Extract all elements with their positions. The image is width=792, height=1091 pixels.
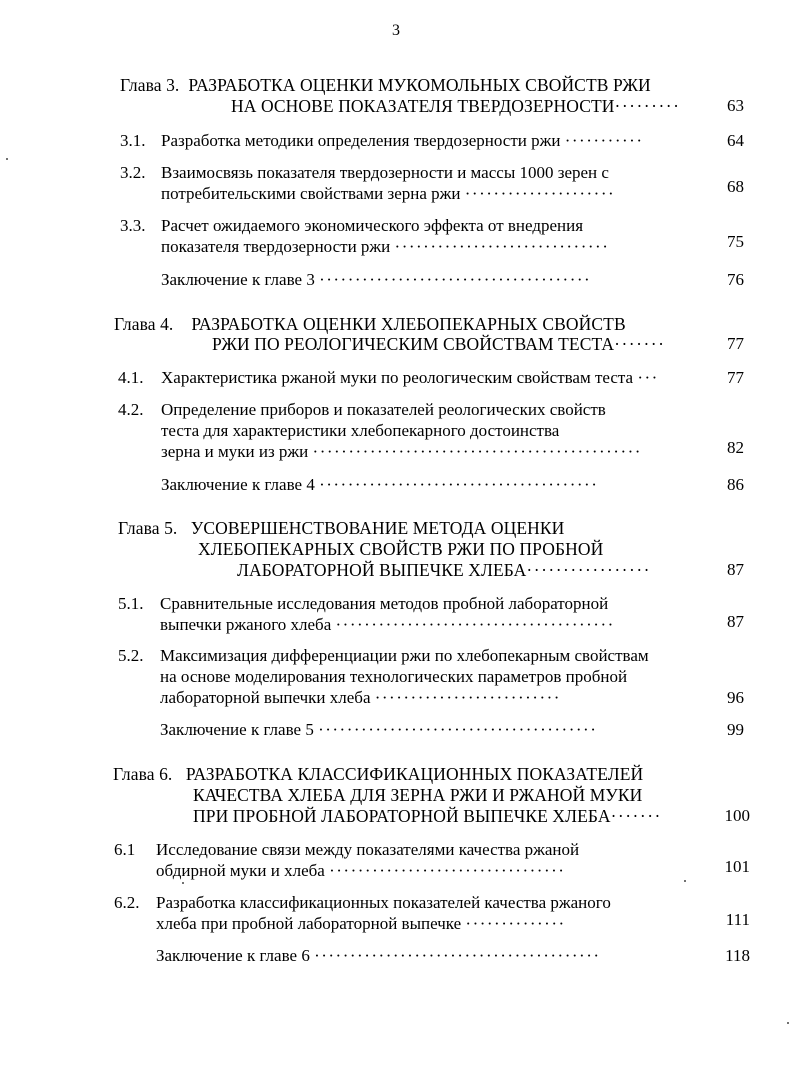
scan-speck bbox=[684, 880, 686, 882]
leader-dots: ·············································· bbox=[312, 442, 642, 461]
section-entry-cont bbox=[161, 442, 642, 462]
section-entry-cont bbox=[161, 237, 609, 257]
section-number: 3.3. bbox=[120, 216, 146, 235]
section-entry-cont bbox=[156, 914, 566, 934]
leader-dots: ······································· bbox=[319, 475, 599, 494]
section-entry-cont bbox=[161, 421, 559, 441]
leader-dots: ·························· bbox=[374, 688, 561, 707]
chapter-6-title-cont bbox=[193, 806, 662, 826]
section-entry-cont bbox=[161, 184, 615, 204]
chapter-title: НА ОСНОВЕ ПОКАЗАТЕЛЯ ТВЕРДОЗЕРНОСТИ bbox=[231, 96, 615, 116]
chapter-title: РЖИ ПО РЕОЛОГИЧЕСКИМ СВОЙСТВАМ ТЕСТА bbox=[212, 334, 615, 354]
page-ref: 68 bbox=[727, 177, 744, 196]
section-entry[interactable] bbox=[161, 131, 644, 151]
chapter-title: РАЗРАБОТКА ОЦЕНКИ МУКОМОЛЬНЫХ СВОЙСТВ РЖИ bbox=[188, 75, 651, 95]
section-title: зерна и муки из ржи bbox=[161, 442, 309, 461]
chapter-title: ПРИ ПРОБНОЙ ЛАБОРАТОРНОЙ ВЫПЕЧКЕ ХЛЕБА bbox=[193, 806, 611, 826]
chapter-6-conclusion[interactable] bbox=[156, 946, 601, 966]
section-number: 6.1 bbox=[114, 840, 136, 859]
section-entry[interactable] bbox=[160, 646, 649, 666]
leader-dots: ······························ bbox=[394, 237, 610, 256]
chapter-title: КАЧЕСТВА ХЛЕБА ДЛЯ ЗЕРНА РЖИ И РЖАНОЙ МУКИ bbox=[193, 785, 643, 805]
section-number: 6.2. bbox=[114, 893, 140, 912]
chapter-6-heading[interactable] bbox=[113, 764, 643, 784]
chapter-3-heading[interactable] bbox=[120, 75, 651, 95]
leader-dots: ··· bbox=[637, 368, 659, 387]
page-ref: 77 bbox=[727, 334, 744, 353]
section-title: Исследование связи между показателями качества ржаной bbox=[156, 840, 580, 859]
page-ref: 96 bbox=[727, 688, 744, 707]
section-title: Сравнительные исследования методов пробной лабораторной bbox=[160, 594, 609, 613]
chapter-title: РАЗРАБОТКА КЛАССИФИКАЦИОННЫХ ПОКАЗАТЕЛЕЙ bbox=[185, 764, 644, 784]
section-entry[interactable] bbox=[156, 893, 611, 913]
leader-dots: ································· bbox=[329, 861, 566, 880]
leader-dots: ······································ bbox=[319, 270, 592, 289]
page-ref: 77 bbox=[727, 368, 744, 387]
chapter-title: ЛАБОРАТОРНОЙ ВЫПЕЧКЕ ХЛЕБА bbox=[237, 560, 527, 580]
leader-dots: ······································· bbox=[335, 615, 615, 634]
leader-dots: ······· bbox=[614, 334, 666, 354]
leader-dots: ····················· bbox=[464, 184, 616, 203]
section-number: 5.1. bbox=[118, 594, 144, 613]
section-title: Разработка классификационных показателей качества ржаного bbox=[156, 893, 611, 912]
leader-dots: ················· bbox=[526, 560, 651, 580]
page-ref: 86 bbox=[727, 475, 744, 494]
leader-dots: ········································ bbox=[314, 946, 601, 965]
chapter-title: РАЗРАБОТКА ОЦЕНКИ ХЛЕБОПЕКАРНЫХ СВОЙСТВ bbox=[191, 314, 626, 334]
section-entry-cont bbox=[160, 615, 615, 635]
section-title: Определение приборов и показателей реологических свойств bbox=[161, 400, 606, 419]
conclusion-title: Заключение к главе 4 bbox=[161, 475, 315, 494]
leader-dots: ······································· bbox=[318, 720, 598, 739]
page-ref: 87 bbox=[727, 560, 744, 579]
chapter-label: Глава 3. bbox=[120, 75, 180, 95]
scan-speck bbox=[6, 158, 8, 160]
section-entry-cont bbox=[156, 861, 565, 881]
section-number: 5.2. bbox=[118, 646, 144, 665]
section-title: выпечки ржаного хлеба bbox=[160, 615, 332, 634]
section-title: Взаимосвязь показателя твердозерности и массы 1000 зерен с bbox=[161, 163, 609, 182]
chapter-5-title-cont bbox=[237, 560, 651, 580]
section-title: Расчет ожидаемого экономического эффекта от внедрения bbox=[161, 216, 584, 235]
section-entry[interactable] bbox=[160, 594, 608, 614]
section-title: Максимизация дифференциации ржи по хлебопекарным свойствам bbox=[160, 646, 649, 665]
chapter-3-title-cont bbox=[231, 96, 680, 116]
chapter-3-conclusion[interactable] bbox=[161, 270, 591, 290]
leader-dots: ··········· bbox=[564, 131, 644, 150]
page-ref: 87 bbox=[727, 612, 744, 631]
section-entry[interactable] bbox=[161, 400, 606, 420]
leader-dots: ········· bbox=[614, 96, 681, 116]
page-ref: 64 bbox=[727, 131, 744, 150]
page-ref: 63 bbox=[727, 96, 744, 115]
conclusion-title: Заключение к главе 3 bbox=[161, 270, 315, 289]
leader-dots: ······· bbox=[610, 806, 662, 826]
page-ref: 75 bbox=[727, 232, 744, 251]
chapter-label: Глава 5. bbox=[118, 518, 178, 538]
scan-speck bbox=[182, 882, 184, 884]
page-ref: 111 bbox=[725, 910, 750, 929]
chapter-4-conclusion[interactable] bbox=[161, 475, 598, 495]
page-ref: 76 bbox=[727, 270, 744, 289]
chapter-5-conclusion[interactable] bbox=[160, 720, 597, 740]
section-title: Разработка методики определения твердозерности ржи bbox=[161, 131, 561, 150]
section-number: 4.2. bbox=[118, 400, 144, 419]
chapter-4-title-cont bbox=[212, 334, 665, 354]
section-entry[interactable] bbox=[161, 163, 609, 183]
section-entry[interactable] bbox=[161, 216, 583, 236]
section-title: на основе моделирования технологических параметров пробной bbox=[160, 667, 628, 686]
section-title: теста для характеристики хлебопекарного достоинства bbox=[161, 421, 560, 440]
chapter-label: Глава 6. bbox=[113, 764, 173, 784]
chapter-label: Глава 4. bbox=[114, 314, 174, 334]
section-title: потребительскими свойствами зерна ржи bbox=[161, 184, 461, 203]
chapter-title: ХЛЕБОПЕКАРНЫХ СВОЙСТВ РЖИ ПО ПРОБНОЙ bbox=[198, 539, 604, 559]
section-entry-cont bbox=[160, 667, 627, 687]
section-title: хлеба при пробной лабораторной выпечке bbox=[156, 914, 462, 933]
section-title: Характеристика ржаной муки по реологическим свойствам теста bbox=[161, 368, 634, 387]
chapter-6-title-cont bbox=[193, 785, 642, 805]
page-ref: 100 bbox=[724, 806, 750, 825]
section-entry[interactable] bbox=[156, 840, 579, 860]
chapter-5-title-cont bbox=[198, 539, 603, 559]
page-number: 3 bbox=[392, 22, 400, 39]
section-title: показателя твердозерности ржи bbox=[161, 237, 391, 256]
chapter-5-heading[interactable] bbox=[118, 518, 564, 538]
page-ref: 118 bbox=[725, 946, 750, 965]
page-ref: 99 bbox=[727, 720, 744, 739]
leader-dots: ·············· bbox=[465, 914, 566, 933]
chapter-4-heading[interactable] bbox=[114, 314, 626, 334]
conclusion-title: Заключение к главе 6 bbox=[156, 946, 310, 965]
section-number: 3.1. bbox=[120, 131, 146, 150]
section-entry-cont bbox=[160, 688, 561, 708]
section-entry[interactable] bbox=[161, 368, 659, 388]
chapter-title: УСОВЕРШЕНСТВОВАНИЕ МЕТОДА ОЦЕНКИ bbox=[190, 518, 565, 538]
section-title: лабораторной выпечки хлеба bbox=[160, 688, 371, 707]
page-ref: 101 bbox=[724, 857, 750, 876]
scan-speck bbox=[787, 1022, 789, 1024]
section-number: 3.2. bbox=[120, 163, 146, 182]
conclusion-title: Заключение к главе 5 bbox=[160, 720, 314, 739]
section-number: 4.1. bbox=[118, 368, 144, 387]
section-title: обдирной муки и хлеба bbox=[156, 861, 325, 880]
page-ref: 82 bbox=[727, 438, 744, 457]
